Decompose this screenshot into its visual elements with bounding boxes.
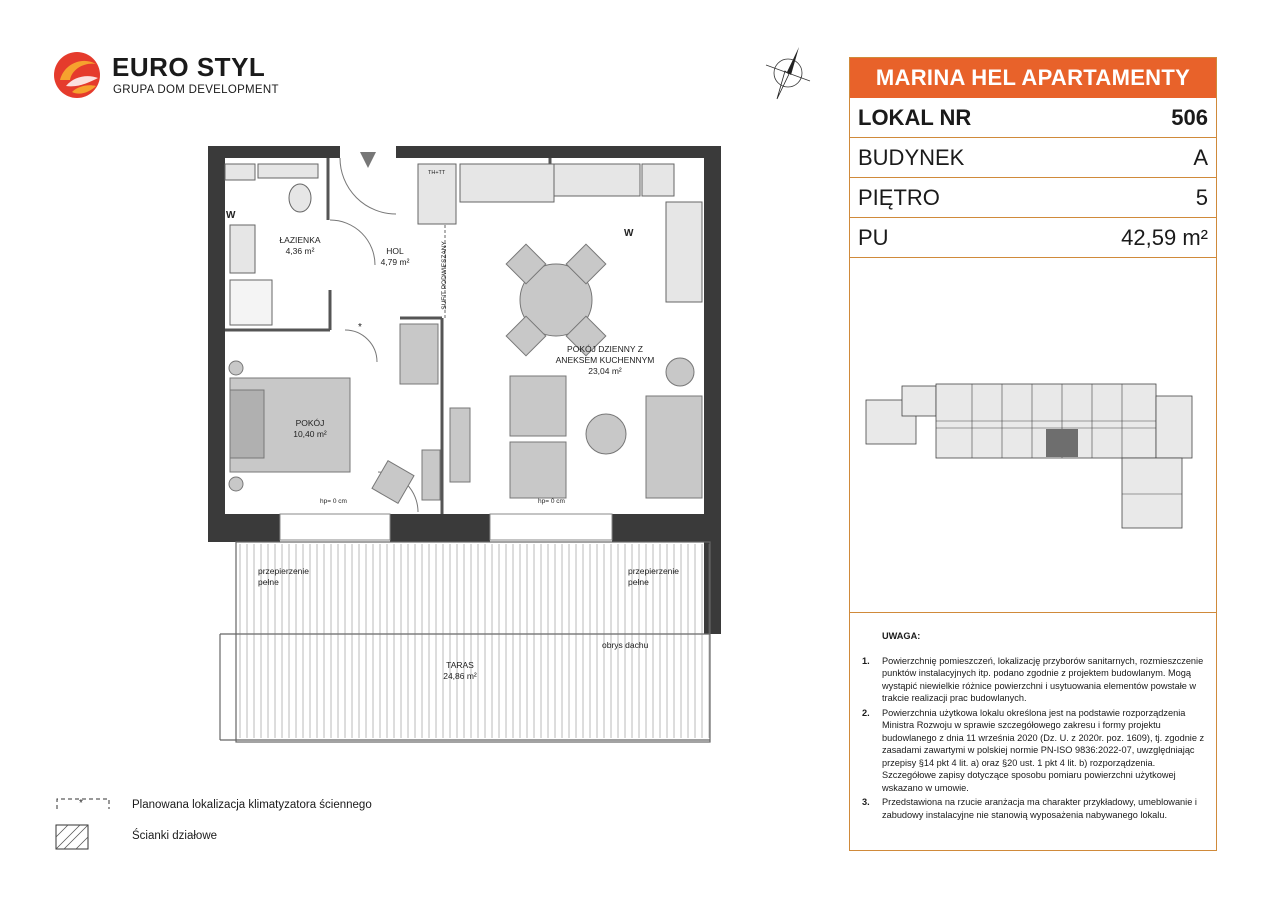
note-text: Powierzchnię pomieszczeń, lokalizację przyborów sanitarnych, rozmieszczenie punktów instalacyjnych itp. podano zgodnie z projektem budowlanym. Mogą wystąpić niewielkie różnice powierzchni i usytuowania elementów powstałe w trakcie realizacji prac budowlanych. <box>882 655 1204 703</box>
info-key-floor: PIĘTRO <box>858 185 940 210</box>
info-value-unit: 506 <box>1171 105 1208 130</box>
info-value-building: A <box>1193 145 1208 170</box>
room-terrace-label <box>430 660 490 682</box>
water-mark-left: W <box>226 210 236 221</box>
note-number: 2. <box>862 707 870 718</box>
room-bedroom-label <box>280 418 340 440</box>
north-arrow-icon <box>760 45 816 101</box>
legend-ac-label: Planowana lokalizacja klimatyzatora ściennego <box>132 799 372 811</box>
room-bathroom-label <box>270 235 330 257</box>
room-bedroom-area: 10,40 m² <box>293 429 327 439</box>
roof-outline-label: obrys dachu <box>602 640 649 650</box>
logo <box>52 50 282 102</box>
room-living-name-2: ANEKSEM KUCHENNYM <box>555 355 655 365</box>
room-living-label <box>545 344 665 377</box>
brand-tagline: GRUPA DOM DEVELOPMENT <box>113 84 279 96</box>
note-number: 1. <box>862 655 870 666</box>
heater-mark: TH+TT <box>428 170 446 176</box>
room-hall-area: 4,79 m² <box>380 257 410 267</box>
partition-left-label <box>258 566 309 588</box>
floor-plan <box>200 140 730 755</box>
room-terrace-area: 24,86 m² <box>443 671 477 681</box>
room-terrace-name: TARAS <box>446 660 474 670</box>
partition-left-line1: przepierzenie <box>258 566 310 576</box>
info-key-unit: LOKAL NR <box>858 105 972 130</box>
note-item <box>862 796 1208 821</box>
info-key-building: BUDYNEK <box>858 145 965 170</box>
info-value-area: 42,59 m² <box>1121 225 1208 250</box>
info-value-floor: 5 <box>1195 185 1208 210</box>
hp-left-label: hp= 0 cm <box>320 498 347 505</box>
room-hall-label <box>365 246 425 268</box>
partition-right-label <box>628 566 679 588</box>
note-text: Przedstawiona na rzucie aranżacja ma charakter przykładowy, umeblowanie i zabudowy instalacyjne nie stanowią wyposażenia nabywanego lokalu. <box>882 797 1197 820</box>
note-item <box>862 707 1208 795</box>
partition-right-line1: przepierzenie <box>628 566 680 576</box>
info-row-unit <box>850 98 1216 138</box>
apartment-info-panel <box>849 57 1217 851</box>
note-item <box>862 655 1208 705</box>
notes-section <box>862 630 1208 823</box>
info-row-building <box>850 138 1216 178</box>
notes-heading: UWAGA: <box>882 631 921 641</box>
note-number: 3. <box>862 797 870 807</box>
legend-ac-symbol: * <box>79 798 83 809</box>
suspended-ceiling-label: SUFIT PODWIESZANY <box>440 241 448 310</box>
room-bathroom-area: 4,36 m² <box>285 246 315 256</box>
ac-dashed-symbol-icon <box>55 795 111 813</box>
brand-name: EURO STYL <box>112 52 266 82</box>
water-mark-right: W <box>624 228 634 239</box>
partition-right-line2: pełne <box>628 577 649 587</box>
flame-logo-icon <box>52 50 104 102</box>
room-bedroom-name: POKÓJ <box>295 418 325 428</box>
hatched-wall-symbol-icon <box>55 824 89 850</box>
building-key-plan <box>862 376 1202 556</box>
selected-unit-marker <box>1046 429 1078 457</box>
info-row-area <box>850 218 1216 258</box>
room-bathroom-name: ŁAZIENKA <box>279 235 321 245</box>
project-title: MARINA HEL APARTAMENTY <box>850 58 1216 98</box>
note-text: Powierzchnia użytkowa lokalu określona jest na podstawie rozporządzenia Ministra Rozwoju w sprawie szczegółowego zakresu i formy projektu budowlanego z dnia 11 września 2020 (Dz. U. z 2020r. poz. 1609), tj. zgodnie z zasadami zawartymi w polskiej normie PN-ISO 9836:2022-07, uwzględniając przepisy §14 pkt 4 lit. a) oraz §20 ust. 1 pkt 4 lit. b) rozporządzenia. Szczegółowe zapisy dotyczące sposobu pomiaru powierzchni użytkowej wskazano w umowie. <box>882 707 1205 793</box>
notes-divider <box>850 612 1216 613</box>
info-row-floor <box>850 178 1216 218</box>
hp-right-label: hp= 0 cm <box>538 498 565 505</box>
legend-partition-label: Ścianki działowe <box>132 830 218 842</box>
partition-left-line2: pełne <box>258 577 279 587</box>
room-hall-name: HOL <box>386 246 404 256</box>
legend <box>55 795 435 855</box>
ac-mark: * <box>358 322 362 333</box>
room-living-name-1: POKÓJ DZIENNY Z <box>567 344 643 354</box>
room-living-area: 23,04 m² <box>588 366 622 376</box>
info-key-area: PU <box>858 225 889 250</box>
